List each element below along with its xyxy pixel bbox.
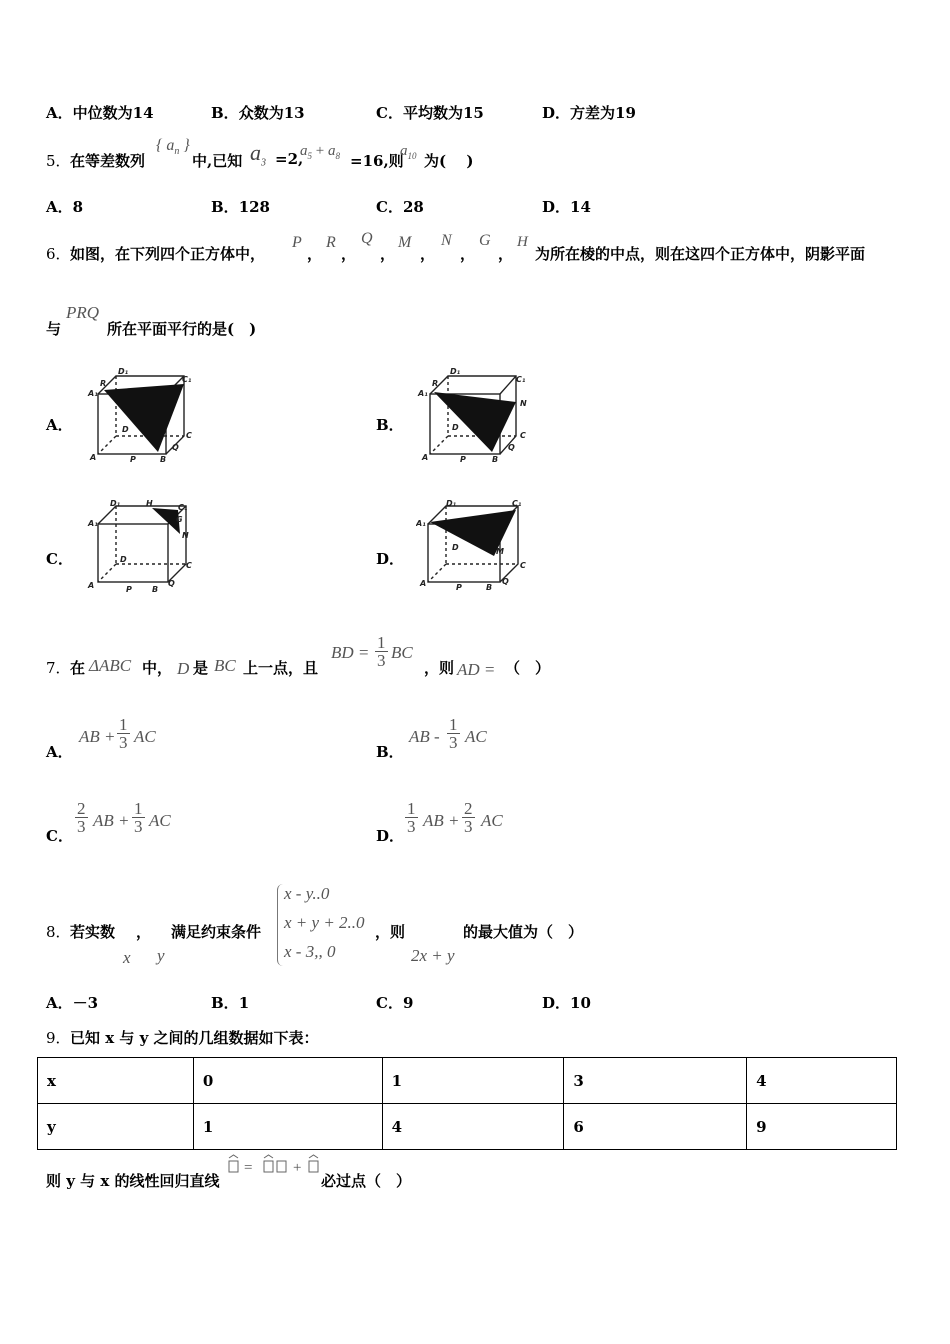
q7-option-c-post: AC <box>149 811 171 830</box>
svg-text:N: N <box>520 399 527 408</box>
q7-text-4: 上一点，且 <box>243 659 319 677</box>
svg-text:P: P <box>130 455 136 464</box>
q8-constraint-1: x - y..0 <box>284 884 330 903</box>
data-table <box>37 1057 897 1150</box>
q8-text-1: 若实数 <box>70 923 116 941</box>
svg-text:D: D <box>452 543 459 552</box>
q6-option-d: D． <box>376 550 405 568</box>
q5-option-a: A．8 <box>46 198 84 216</box>
q6-number: 6． <box>46 245 71 263</box>
q6-option-c: C． <box>46 550 73 568</box>
q8-comma: ， <box>136 923 152 941</box>
q8-option-d: D．10 <box>542 994 591 1012</box>
svg-text:Q: Q <box>508 443 515 452</box>
q6-point-p: P <box>292 234 302 251</box>
q5-seq: { $a_n$ } <box>156 137 190 158</box>
svg-text:A: A <box>420 579 427 588</box>
svg-text:D₁: D₁ <box>446 499 457 508</box>
q6-text-4: 所在平面平行的是( ) <box>107 320 257 338</box>
svg-text:C: C <box>186 431 192 440</box>
q6-point-h: H <box>517 234 528 250</box>
svg-text:D₁: D₁ <box>450 367 461 376</box>
table-cell: x <box>38 1058 194 1104</box>
q7-option-d-fraction-1: 1 3 <box>407 799 416 836</box>
table-cell: 0 <box>193 1058 382 1104</box>
svg-text:Q: Q <box>172 443 179 452</box>
q7-option-b-letter: B． <box>376 743 404 761</box>
svg-text:P: P <box>456 583 462 592</box>
q7-fraction: 1 3 <box>377 633 386 670</box>
svg-text:P: P <box>460 455 466 464</box>
q7-option-c-mid: AB + <box>93 811 130 830</box>
q7-option-a-fraction: 1 3 <box>119 715 128 752</box>
cube-figure-d <box>416 498 532 596</box>
q7-triangle: ΔABC <box>89 656 132 675</box>
q8-y: y <box>157 946 165 965</box>
svg-text:D₁: D₁ <box>110 499 121 508</box>
q9-text-2: 则 y 与 x 的线性回归直线 <box>46 1172 220 1190</box>
q8-option-a: A．－3 <box>46 994 99 1012</box>
q6-comma-1: ， <box>307 245 323 263</box>
svg-text:C₁: C₁ <box>182 375 192 384</box>
cube-figure-a <box>86 366 196 464</box>
q8-text-3: ，则 <box>375 923 406 941</box>
q7-option-b-pre: AB - <box>409 727 440 746</box>
q6-prq: PRQ <box>66 303 100 322</box>
svg-text:B: B <box>152 585 159 594</box>
q7-option-c-letter: C． <box>46 827 73 845</box>
table-cell: 1 <box>382 1058 564 1104</box>
q6-point-q: Q <box>361 230 373 247</box>
q7-option-d-letter: D． <box>376 827 405 845</box>
svg-text:R: R <box>432 379 439 388</box>
q7-bd: BD = <box>331 643 370 662</box>
q6-text-2: 为所在棱的中点，则在这四个正方体中，阴影平面 <box>535 245 866 263</box>
svg-text:Q: Q <box>502 577 509 586</box>
q6-option-a: A． <box>46 416 73 434</box>
q8-expression: 2x + y <box>411 946 455 965</box>
q7-bc-2: BC <box>391 643 413 662</box>
q7-text-5: ，则 <box>424 659 455 677</box>
svg-text:A₁: A₁ <box>416 519 426 528</box>
q7-text-2: 中， <box>142 659 173 677</box>
table-cell: 4 <box>382 1104 564 1150</box>
q9-text-1: 已知 x 与 y 之间的几组数据如下表： <box>70 1029 319 1047</box>
q6-text-1: 如图，在下列四个正方体中， <box>70 245 266 263</box>
q7-d: D <box>177 659 190 678</box>
q4-option-c: C．平均数为15 <box>376 104 484 122</box>
q8-constraint-2: x + y + 2..0 <box>284 913 365 932</box>
q6-point-n: N <box>441 232 452 249</box>
q7-option-b-post: AC <box>465 727 487 746</box>
q6-point-m: M <box>398 234 412 251</box>
q5-text-3: =2, <box>275 150 304 168</box>
q7-option-d-fraction-2: 2 3 <box>464 799 473 836</box>
q6-option-b: B． <box>376 416 404 434</box>
svg-text:R: R <box>100 379 107 388</box>
svg-text:D: D <box>120 555 127 564</box>
cube-figure-b <box>416 366 532 464</box>
cube-figure-c <box>86 498 196 596</box>
table-cell: 9 <box>747 1104 897 1150</box>
q6-text-3: 与 <box>46 320 62 338</box>
q6-comma-6: ， <box>498 245 514 263</box>
svg-text:D: D <box>122 425 129 434</box>
svg-text:C₁: C₁ <box>512 499 522 508</box>
q7-text-3: 是 <box>193 659 209 677</box>
q8-number: 8． <box>46 923 71 941</box>
svg-text:A₁: A₁ <box>418 389 428 398</box>
q6-point-r: R <box>326 234 336 251</box>
svg-text:A₁: A₁ <box>88 389 98 398</box>
q7-option-c-fraction-1: 2 3 <box>77 799 86 836</box>
svg-text:A: A <box>422 453 429 462</box>
q5-option-d: D．14 <box>542 198 591 216</box>
svg-text:Q: Q <box>168 579 175 588</box>
svg-text:B: B <box>486 583 493 592</box>
q6-comma-4: ， <box>420 245 436 263</box>
q8-x: x <box>123 948 131 967</box>
q9-formula-plus: + <box>293 1160 302 1176</box>
svg-text:C₁: C₁ <box>516 375 526 384</box>
q5-number: 5． <box>46 152 71 170</box>
q7-ad: AD = <box>457 660 496 679</box>
svg-text:B: B <box>160 455 167 464</box>
svg-text:C: C <box>520 561 526 570</box>
q6-point-g: G <box>479 232 491 249</box>
q4-option-d: D．方差为19 <box>542 104 636 122</box>
q8-constraint-brace <box>277 884 284 966</box>
q7-option-a-pre: AB + <box>79 727 116 746</box>
svg-text:C₁: C₁ <box>178 503 188 512</box>
q7-text-1: 在 <box>70 659 86 677</box>
table-cell: 1 <box>193 1104 382 1150</box>
q7-option-b-fraction: 1 3 <box>449 715 458 752</box>
q7-option-d-post: AC <box>481 811 503 830</box>
svg-text:D₁: D₁ <box>118 367 129 376</box>
q8-option-c: C．9 <box>376 994 414 1012</box>
table-cell: 6 <box>564 1104 747 1150</box>
svg-text:N: N <box>182 531 189 540</box>
svg-text:C: C <box>186 561 192 570</box>
q9-regression-formula <box>227 1153 322 1177</box>
q8-text-4: 的最大值为（ ） <box>463 923 584 941</box>
q7-option-c-fraction-2: 1 3 <box>134 799 143 836</box>
table-cell: 3 <box>564 1058 747 1104</box>
q4-option-a: A．中位数为14 <box>46 104 154 122</box>
q7-text-6: （ ） <box>505 659 551 677</box>
svg-text:B: B <box>492 455 499 464</box>
q5-text-4: =16,则 <box>350 152 404 170</box>
svg-text:H: H <box>146 499 153 508</box>
q8-constraint-3: x - 3,, 0 <box>284 942 336 961</box>
table-cell: y <box>38 1104 194 1150</box>
q6-comma-3: ， <box>380 245 396 263</box>
svg-text:D: D <box>452 423 459 432</box>
svg-text:P: P <box>126 585 132 594</box>
q7-option-a-letter: A． <box>46 743 73 761</box>
q6-comma-5: ， <box>460 245 476 263</box>
table-row <box>38 1058 897 1104</box>
q6-comma-2: ， <box>341 245 357 263</box>
table-row <box>38 1104 897 1150</box>
q7-number: 7． <box>46 659 71 677</box>
q5-text-1: 在等差数列 <box>70 152 146 170</box>
q5-text-5: 为( ) <box>424 152 474 170</box>
q7-bc: BC <box>214 656 236 675</box>
q7-option-d-mid: AB + <box>423 811 460 830</box>
q5-option-c: C．28 <box>376 198 424 216</box>
q7-option-a-post: AC <box>134 727 156 746</box>
svg-text:A: A <box>90 453 97 462</box>
svg-text:C: C <box>520 431 526 440</box>
q5-a10: $a_{10}$ <box>400 143 417 161</box>
q5-option-b: B．128 <box>211 198 270 216</box>
table-cell: 4 <box>747 1058 897 1104</box>
q5-a5-a8: $a_5 + a_8$ <box>300 143 340 161</box>
svg-text:G: G <box>176 515 183 524</box>
q5-text-2: 中,已知 <box>192 152 243 170</box>
q5-a3: $a_3$ <box>250 140 266 169</box>
svg-text:M: M <box>496 547 504 556</box>
q4-option-b: B．众数为13 <box>211 104 305 122</box>
q8-text-2: 满足约束条件 <box>171 923 262 941</box>
q8-option-b: B．1 <box>211 994 250 1012</box>
svg-text:A₁: A₁ <box>88 519 98 528</box>
q9-formula-equals: = <box>244 1160 253 1176</box>
q9-number: 9． <box>46 1029 71 1047</box>
q9-text-3: 必过点（ ） <box>321 1172 412 1190</box>
svg-text:A: A <box>88 581 95 590</box>
